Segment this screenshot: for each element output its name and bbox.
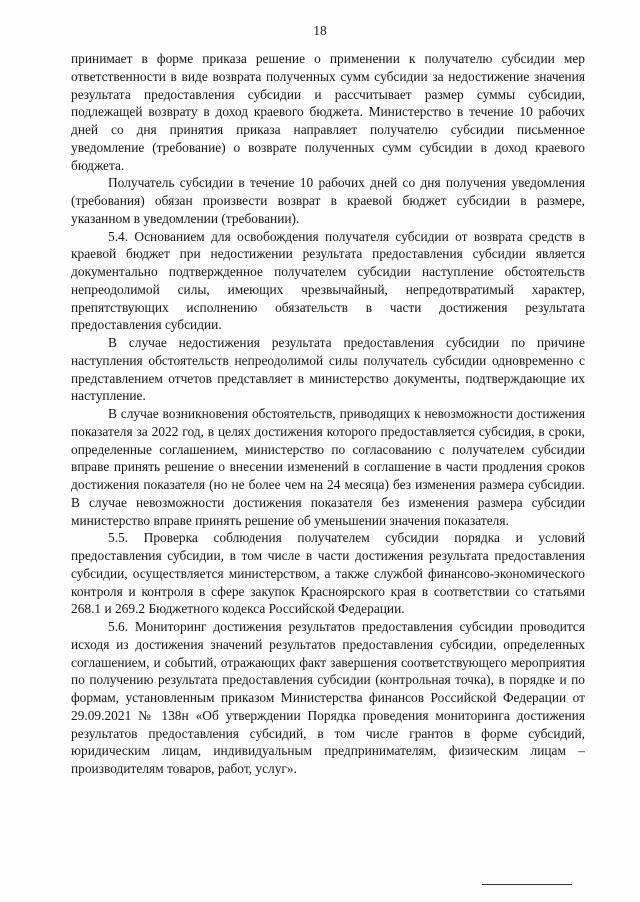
paragraph-continuation: принимает в форме приказа решение о применении к получателю субсидии мер ответственности в виде возврата полученных сумм субсидии за недостижение значения результата предоставления субсидии и рассчитывает размер суммы субсидии, подлежащей возврату в доход краевого бюджета. Министерство в течение 10 рабочих дней со дня принятия приказа направляет получателю субсидии письменное уведомление (требование) о возврате полученных сумм субсидии в доход краевого бюджета. — [71, 51, 585, 173]
paragraph-5-6: 5.6. Мониторинг достижения результатов предоставления субсидии проводится исходя из достижения значений результатов предоставления субсидии, определенных соглашением, и событий, отражающих факт завершения соответствующего мероприятия по получению результата предоставления субсидии (контрольная точка), в порядке и по формам, установленным приказом Министерства финансов Российской Федерации от 29.09.2021 № 138н «Об утверждении Порядка проведения мониторинга достижения результатов предоставления субсидий, в том числе грантов в форме субсидий, юридическим лицам, индивидуальным предпринимателям, физическим лицам – производителям товаров, работ, услуг». — [71, 619, 585, 776]
footer-rule — [482, 884, 572, 885]
paragraph-5-5: 5.5. Проверка соблюдения получателем субсидии порядка и условий предоставления субсидии, в том числе в части достижения результата предоставления субсидии, осуществляется министерством, а также службой финансово-экономического контроля и контроля в сфере закупок Красноярского края в соответствии со статьями 268.1 и 269.2 Бюджетного кодекса Российской Федерации. — [71, 530, 585, 617]
paragraph-force-majeure-documents: В случае недостижения результата предоставления субсидии по причине наступления обстоятельств непреодолимой силы получатель субсидии одновременно с представлением отчетов представляет в министерство документы, подтверждающие их наступление. — [71, 335, 585, 404]
document-body — [71, 50, 585, 778]
paragraph-5-4: 5.4. Основанием для освобождения получателя субсидии от возврата средств в краевой бюджет при недостижении результата предоставления субсидии является документально подтвержденное получателем субсидии наступление обстоятельств непреодолимой силы, имеющих чрезвычайный, непредотвратимый характер, препятствующих исполнению обязательств в части достижения результата предоставления субсидии. — [71, 228, 585, 333]
page-number: 18 — [313, 23, 327, 38]
paragraph-refund-deadline: Получатель субсидии в течение 10 рабочих дней со дня получения уведомления (требования) обязан произвести возврат в краевой бюджет субсидии в размере, указанном в уведомлении (требовании). — [71, 175, 585, 226]
paragraph-indicator-changes: В случае возникновения обстоятельств, приводящих к невозможности достижения показателя за 2022 год, в целях достижения которого предоставляется субсидия, в сроки, определенные соглашением, министерство по согласованию с получателем субсидии вправе принять решение о внесении изменений в соглашение в части продления сроков достижения показателя (но не более чем на 24 месяца) без изменения размера субсидии. В случае невозможности достижения показателя без изменения размера субсидии министерство вправе принять решение об уменьшении значения показателя. — [71, 406, 585, 528]
